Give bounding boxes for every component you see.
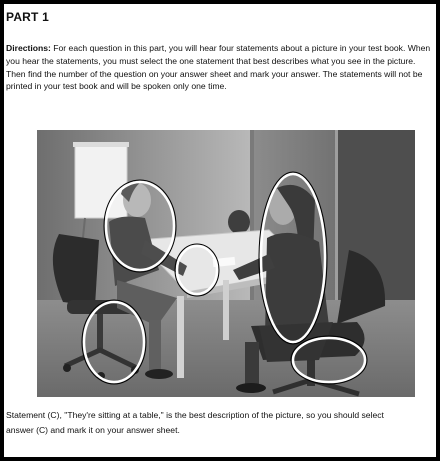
example-photograph: [37, 130, 415, 397]
directions-label: Directions:: [6, 43, 51, 53]
part-heading: PART 1: [6, 10, 49, 24]
photo-illustration: [37, 130, 415, 397]
directions-paragraph: [6, 42, 432, 93]
test-book-page: [4, 4, 436, 457]
directions-text: For each question in this part, you will hear four statements about a picture in your test book. When you hear the statements, you must select the one statement that best describes what you see in the picture. Then find the number of the question on your answer sheet and mark your answer. The statements will not be printed in your test book and will be spoken only one time.: [6, 43, 431, 92]
explanation-line-2: answer (C) and mark it on your answer sheet.: [6, 425, 180, 435]
explanation-line-1: Statement (C), "They're sitting at a table," is the best description of the picture, so you should select: [6, 410, 384, 420]
example-explanation: [6, 408, 436, 438]
corner-divider: [250, 130, 254, 320]
